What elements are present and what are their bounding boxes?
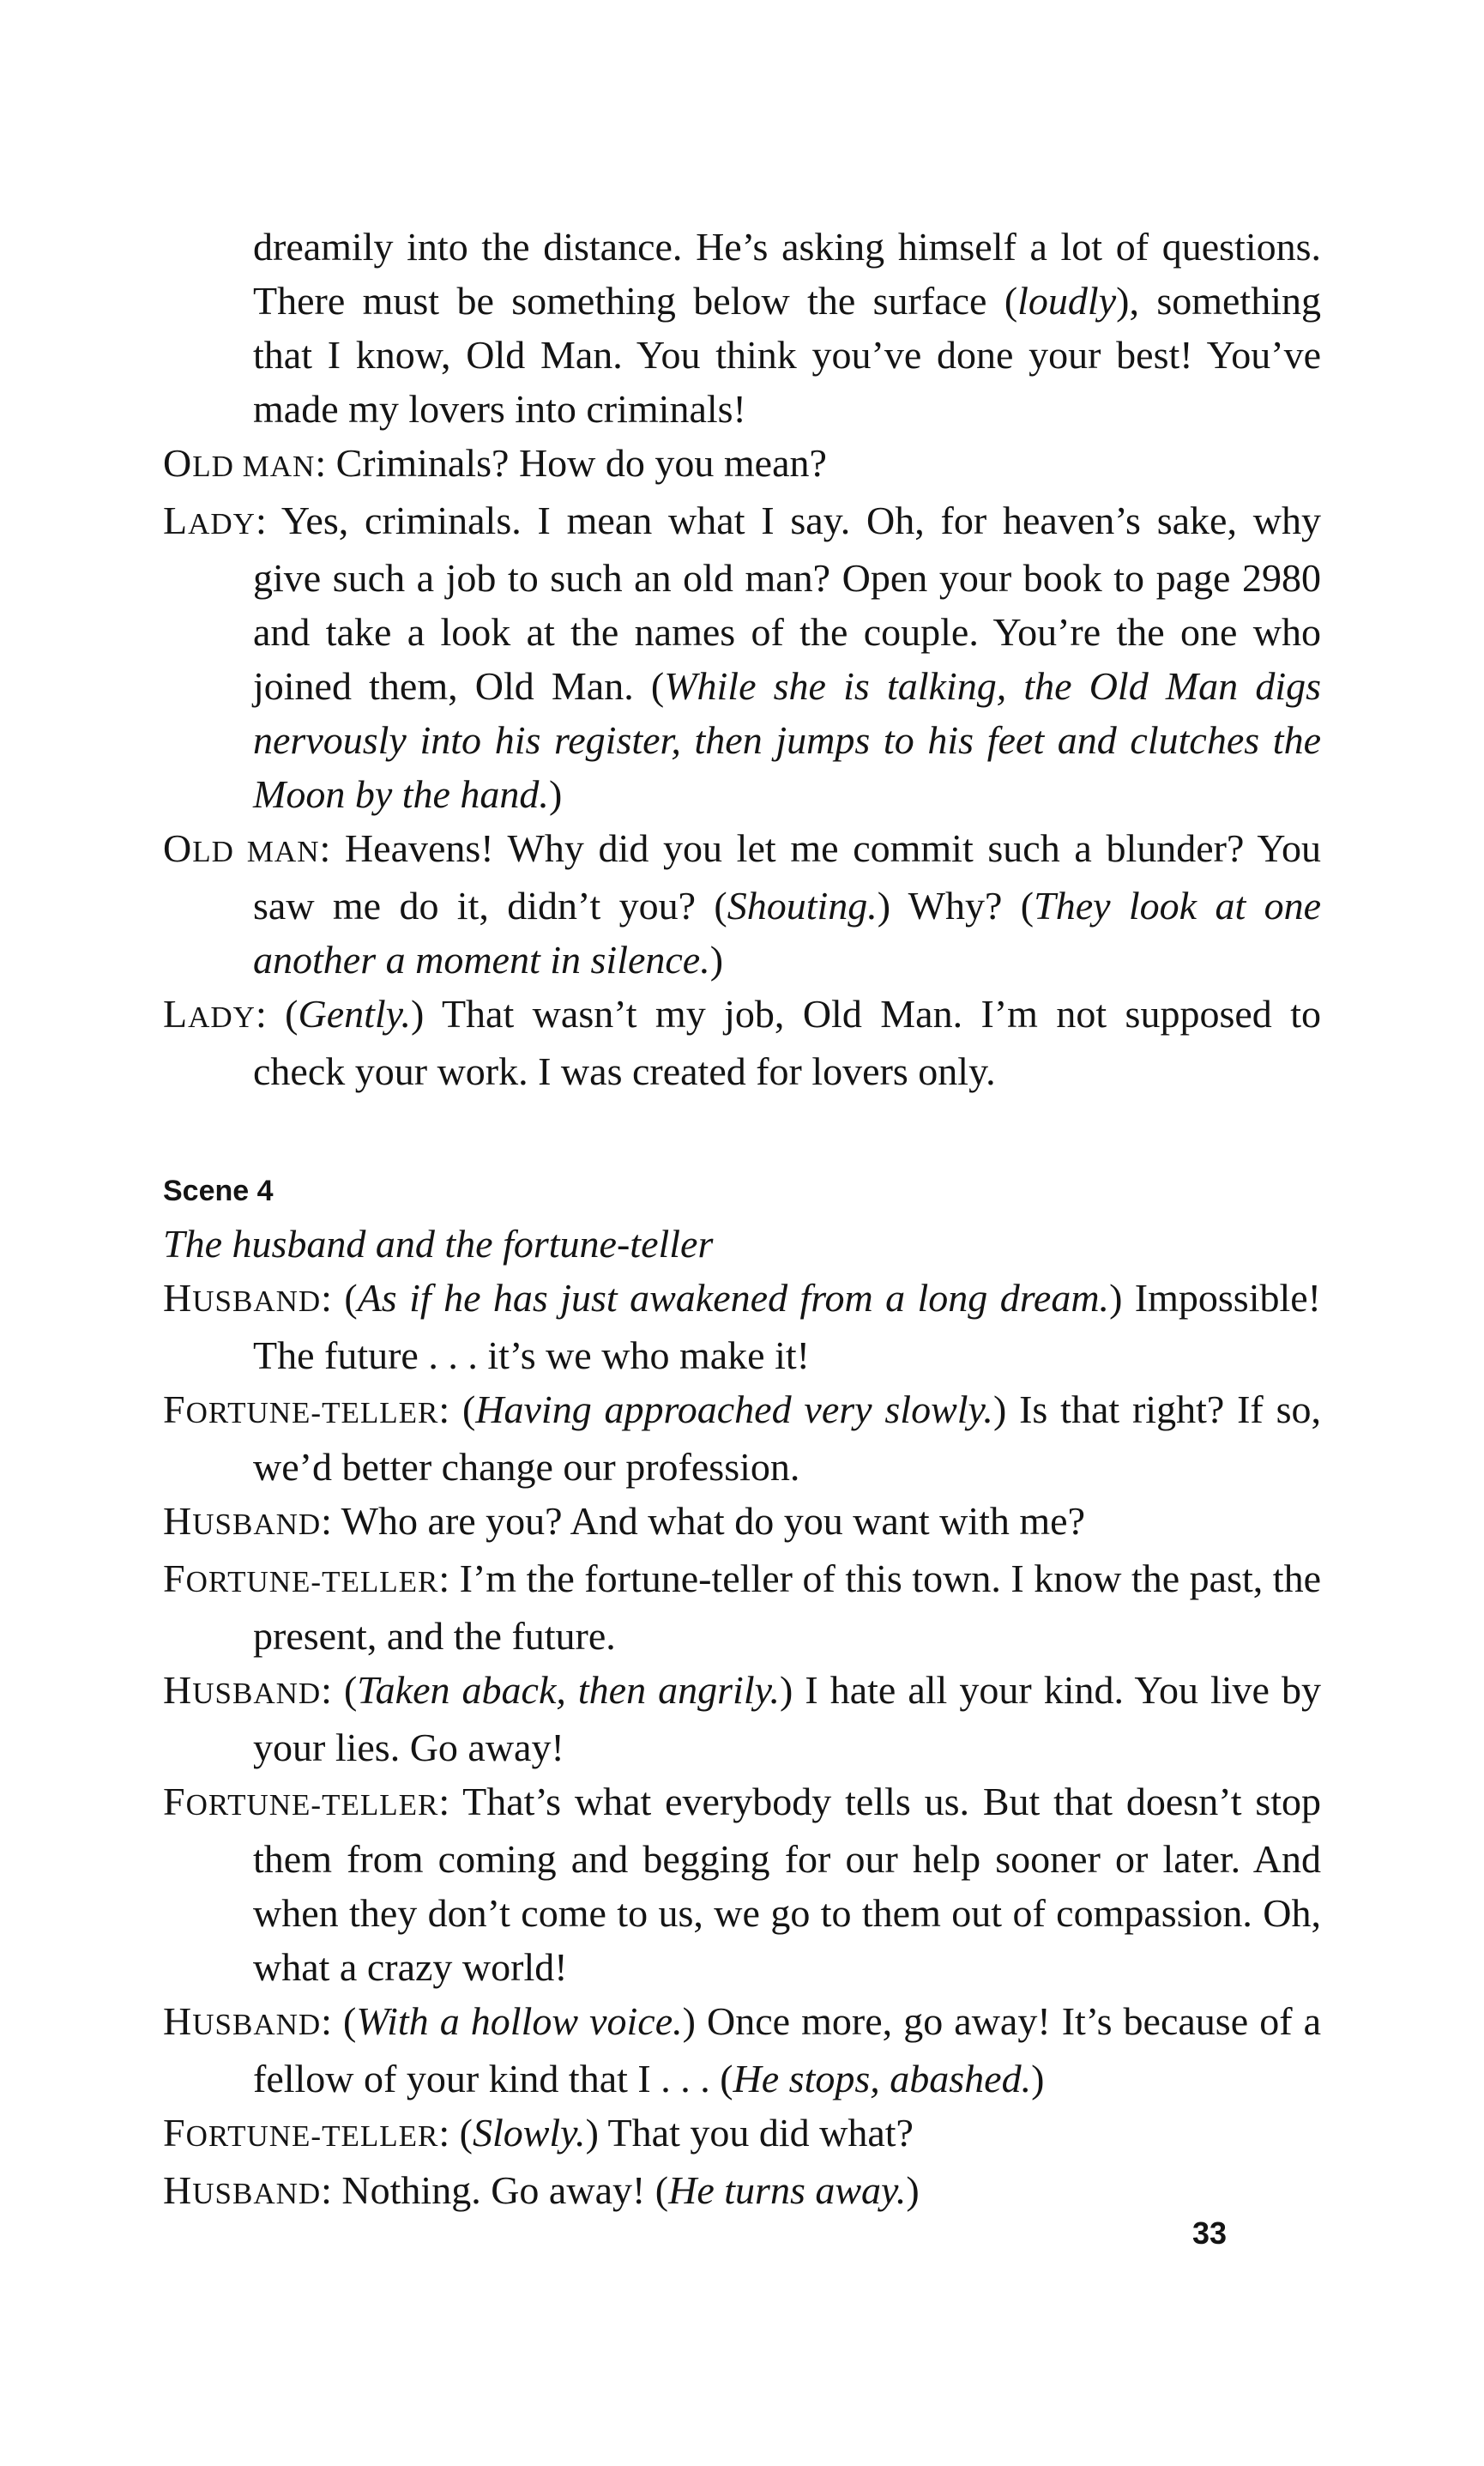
stage-direction: Having approached very slowly. [475,1387,993,1431]
speaker-rest: USBAND [192,2177,322,2210]
speaker-name [163,1556,439,1600]
dialogue-line [163,2106,1321,2163]
dialogue-line [163,1994,1321,2106]
speech-text: ) [1031,2057,1045,2100]
dialogue-line [163,493,1321,821]
dialogue-continuation [163,220,1321,436]
page-number: 33 [1192,2215,1228,2251]
speaker-initial: L [163,992,189,1036]
page-body [163,220,1321,2221]
speaker-name [163,1780,439,1823]
speaker-initial: H [163,1999,193,2043]
stage-direction: Taken aback, then angrily. [357,1668,780,1712]
speaker-rest: USBAND [192,1677,322,1710]
speech-text: ) I hate all your kind. You live by your lies. Go away! [253,1668,1321,1769]
speaker-rest: USBAND [192,1508,322,1541]
dialogue-line [163,1551,1321,1663]
dialogue-line [163,1271,1321,1382]
speaker-name [163,1387,439,1431]
speech-text: ) That you did what? [585,2111,914,2155]
speaker-rest: ORTUNE-TELLER [185,2119,439,2153]
speaker-rest: ORTUNE-TELLER [185,1396,439,1429]
scene-dialogue [163,1271,1321,2221]
speaker-initial: F [163,2111,186,2155]
stage-direction: Slowly. [472,2111,586,2155]
speech-text: ) Is that right? If so, we’d better change our profession. [253,1387,1321,1489]
speech-text: ) Once more, go away! It’s because of a fellow of your kind that I . . . ( [253,1999,1321,2100]
speech-text: ), something that I know, Old Man. You think you’ve done your best! You’ve made my lovers into criminals! [253,279,1321,431]
stage-direction: While she is talking, the Old Man digs nervously into his register, then jumps to his feet and clutches the Moon by the hand. [253,664,1321,816]
speech-text: : That’s what everybody tells us. But that doesn’t stop them from coming and begging for our help sooner or later. And when they don’t come to us, we go to them out of compassion. Oh, what a crazy world! [253,1780,1321,1989]
speaker-rest: USBAND [192,2008,322,2041]
speaker-rest: ORTUNE-TELLER [185,1788,439,1822]
speech-text: : I’m the fortune-teller of this town. I know the past, the present, and the future. [253,1556,1321,1658]
speaker-name [163,826,320,870]
speech-text: : ( [321,1276,358,1320]
speaker-initial: L [163,499,189,542]
speaker-name [163,2111,439,2155]
dialogue-before-scene [163,220,1321,1098]
speaker-name [163,992,256,1036]
speech-text: ( [1004,279,1018,323]
dialogue-line [163,1663,1321,1774]
speaker-initial: H [163,2168,193,2212]
dialogue-line [163,1494,1321,1551]
dialogue-line [163,1382,1321,1494]
stage-direction: With a hollow voice. [356,1999,683,2043]
stage-direction: As if he has just awakened from a long dream. [357,1276,1110,1320]
speaker-initial: H [163,1276,193,1320]
speech-text: dreamily into the distance. He’s asking himself a lot of questions. There must be something below the surface [253,225,1321,323]
scene-heading: Scene 4 [163,1175,274,1207]
stage-direction: They look at one another a moment in silence. [253,884,1321,982]
speaker-name [163,499,256,542]
speech-text: : ( [255,992,299,1036]
dialogue-line [163,436,1321,493]
speech-text: : Who are you? And what do you want with me? [321,1499,1086,1543]
speech-text: ) That wasn’t my job, Old Man. I’m not supposed to check your work. I was created for lovers only. [253,992,1321,1093]
speech-text: ) [906,2168,920,2212]
stage-direction: loudly [1017,279,1117,323]
speech-text: : Heavens! Why did you let me commit such a blunder? You saw me do it, didn’t you? ( [253,826,1321,928]
speaker-rest: ORTUNE-TELLER [185,1565,439,1599]
speaker-initial: O [163,826,193,870]
speaker-initial: F [163,1556,186,1600]
speech-text: ) Why? ( [877,884,1035,928]
stage-direction: He stops, abashed. [733,2057,1032,2100]
speech-text: ) [548,772,563,816]
dialogue-line [163,2163,1321,2221]
stage-direction: Gently. [298,992,412,1036]
speech-text: : Yes, criminals. I mean what I say. Oh, for heaven’s sake, why give such a job to such an old man? Open your book to page 2980 and take a look at the names of the couple. You’re the one who joined them, Old Man. ( [253,499,1321,708]
speaker-name [163,1668,322,1712]
dialogue-line [163,821,1321,987]
speaker-initial: H [163,1668,193,1712]
speech-text: : ( [321,1668,358,1712]
speech-text: : ( [321,1999,357,2043]
speaker-initial: F [163,1780,186,1823]
speech-text: ) Impossible! The future . . . it’s we who make it! [253,1276,1321,1377]
speaker-name [163,1999,322,2043]
dialogue-line [163,987,1321,1098]
speaker-rest: LD MAN [192,835,320,868]
speech-text: : Criminals? How do you mean? [315,441,827,485]
dialogue-line [163,1774,1321,1994]
speech-text: : ( [438,1387,476,1431]
speaker-rest: ADY [188,1000,256,1034]
speaker-initial: F [163,1387,186,1431]
stage-direction: Shouting. [727,884,878,928]
speech-text: ) [709,938,724,982]
scene-subtitle: The husband and the fortune-teller [163,1222,714,1266]
speaker-initial: H [163,1499,193,1543]
speaker-rest: ADY [188,507,256,541]
speaker-name [163,1499,322,1543]
speaker-name [163,441,316,485]
speech-text: : Nothing. Go away! ( [321,2168,669,2212]
speaker-initial: O [163,441,193,485]
speaker-name [163,2168,322,2212]
speech-text: : ( [438,2111,473,2155]
stage-direction: He turns away. [668,2168,907,2212]
speaker-name [163,1276,322,1320]
speaker-rest: USBAND [192,1284,322,1318]
speaker-rest: LD MAN [192,450,316,483]
